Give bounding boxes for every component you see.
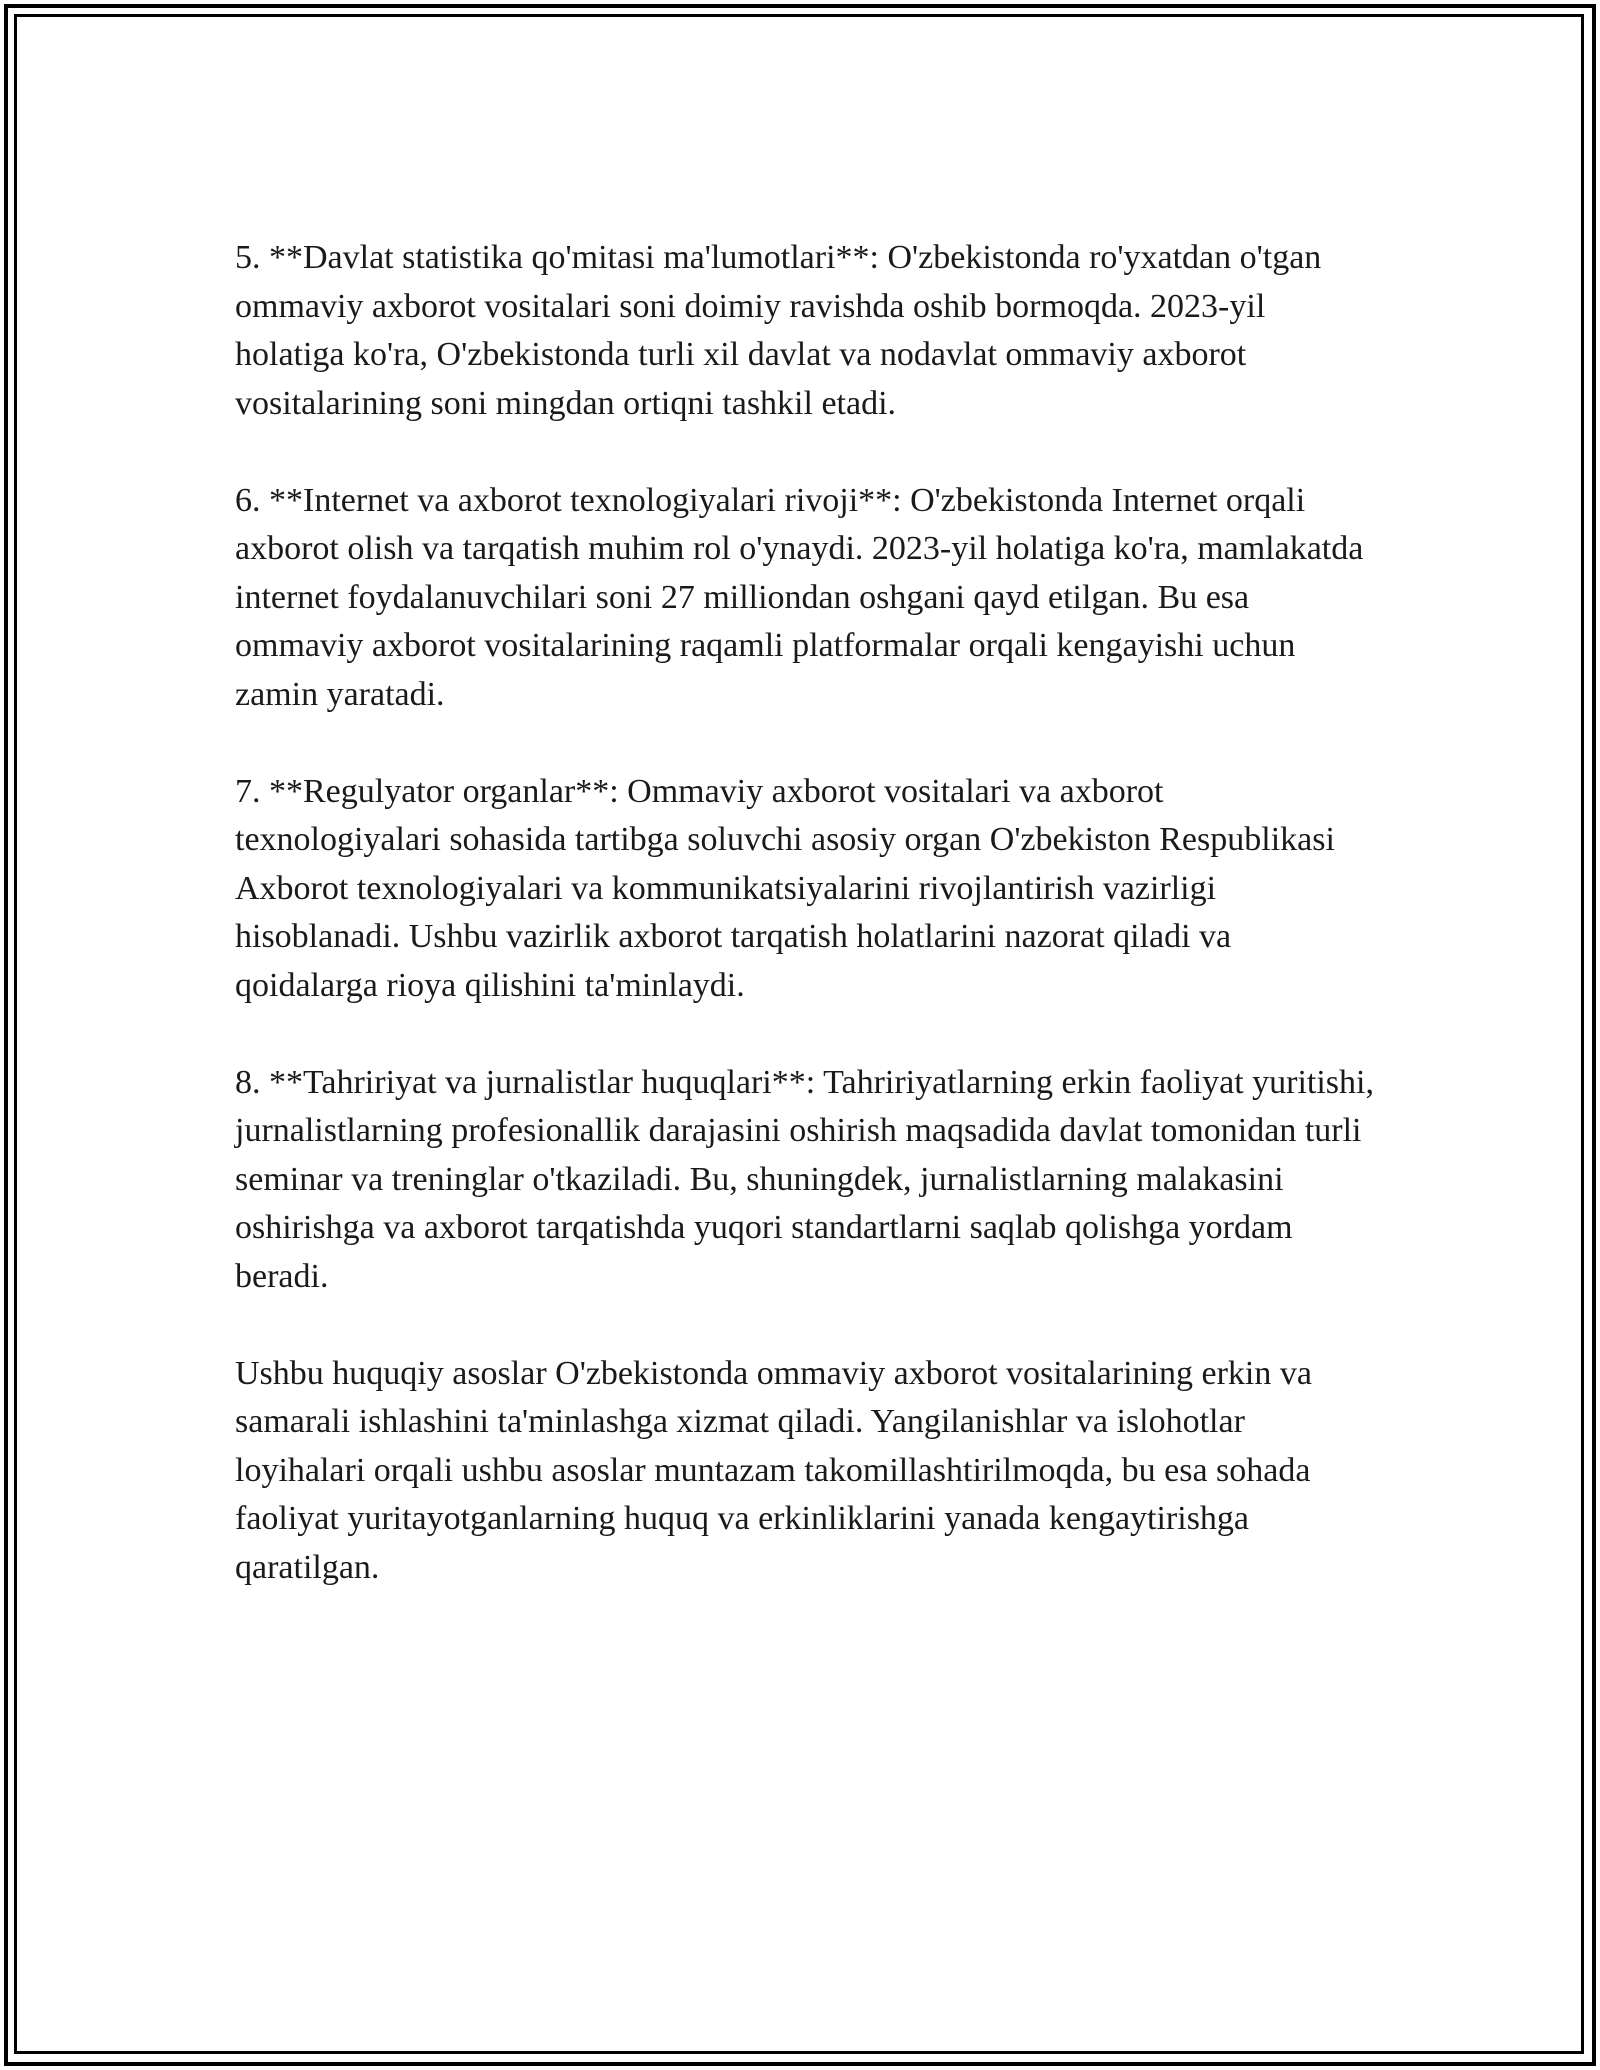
paragraph-item-7: 7. **Regulyator organlar**: Ommaviy axborot vositalari va axborot texnologiyalari sohasida tartibga soluvchi asosiy organ O'zbekiston Respublikasi Axborot texnologiyalari va kommunikatsiyalarini rivojlantirish vazirligi hisoblanadi. Ushbu vazirlik axborot tarqatish holatlarini nazorat qiladi va qoidalarga rioya qilishini ta'minlaydi. — [235, 772, 1335, 1004]
paragraph-item-8: 8. **Tahririyat va jurnalistlar huquqlari**: Tahririyatlarning erkin faoliyat yuritishi, jurnalistlarning profesionallik darajasini oshirish maqsadida davlat tomonidan turli seminar va treninglar o'tkaziladi. Bu, shuningdek, jurnalistlarning malakasini oshirishga va axborot tarqatishda yuqori standartlarni saqlab qolishga yordam beradi. — [235, 1063, 1374, 1295]
paragraph-item-5: 5. **Davlat statistika qo'mitasi ma'lumotlari**: O'zbekistonda ro'yxatdan o'tgan ommaviy axborot vositalari soni doimiy ravishda oshib bormoqda. 2023-yil holatiga ko'ra, O'zbekistonda turli xil davlat va nodavlat ommaviy axborot vositalarining soni mingdan ortiqni tashkil etadi. — [235, 239, 1322, 422]
paragraph-item-6: 6. **Internet va axborot texnologiyalari rivoji**: O'zbekistonda Internet orqali axborot olish va tarqatish muhim rol o'ynaydi. 2023-yil holatiga ko'ra, mamlakatda internet foydalanuvchilari soni 27 milliondan oshgani qayd etilgan. Bu esa ommaviy axborot vositalarining raqamli platformalar orqali kengayishi uchun zamin yaratadi. — [235, 481, 1364, 713]
document-body — [235, 234, 1375, 1641]
paragraph-conclusion: Ushbu huquqiy asoslar O'zbekistonda ommaviy axborot vositalarining erkin va samarali ishlashini ta'minlashga xizmat qiladi. Yangilanishlar va islohotlar loyihalari orqali ushbu asoslar muntazam takomillashtirilmoqda, bu esa sohada faoliyat yuritayotganlarning huquq va erkinliklarini yanada kengaytirishga qaratilgan. — [235, 1354, 1312, 1586]
